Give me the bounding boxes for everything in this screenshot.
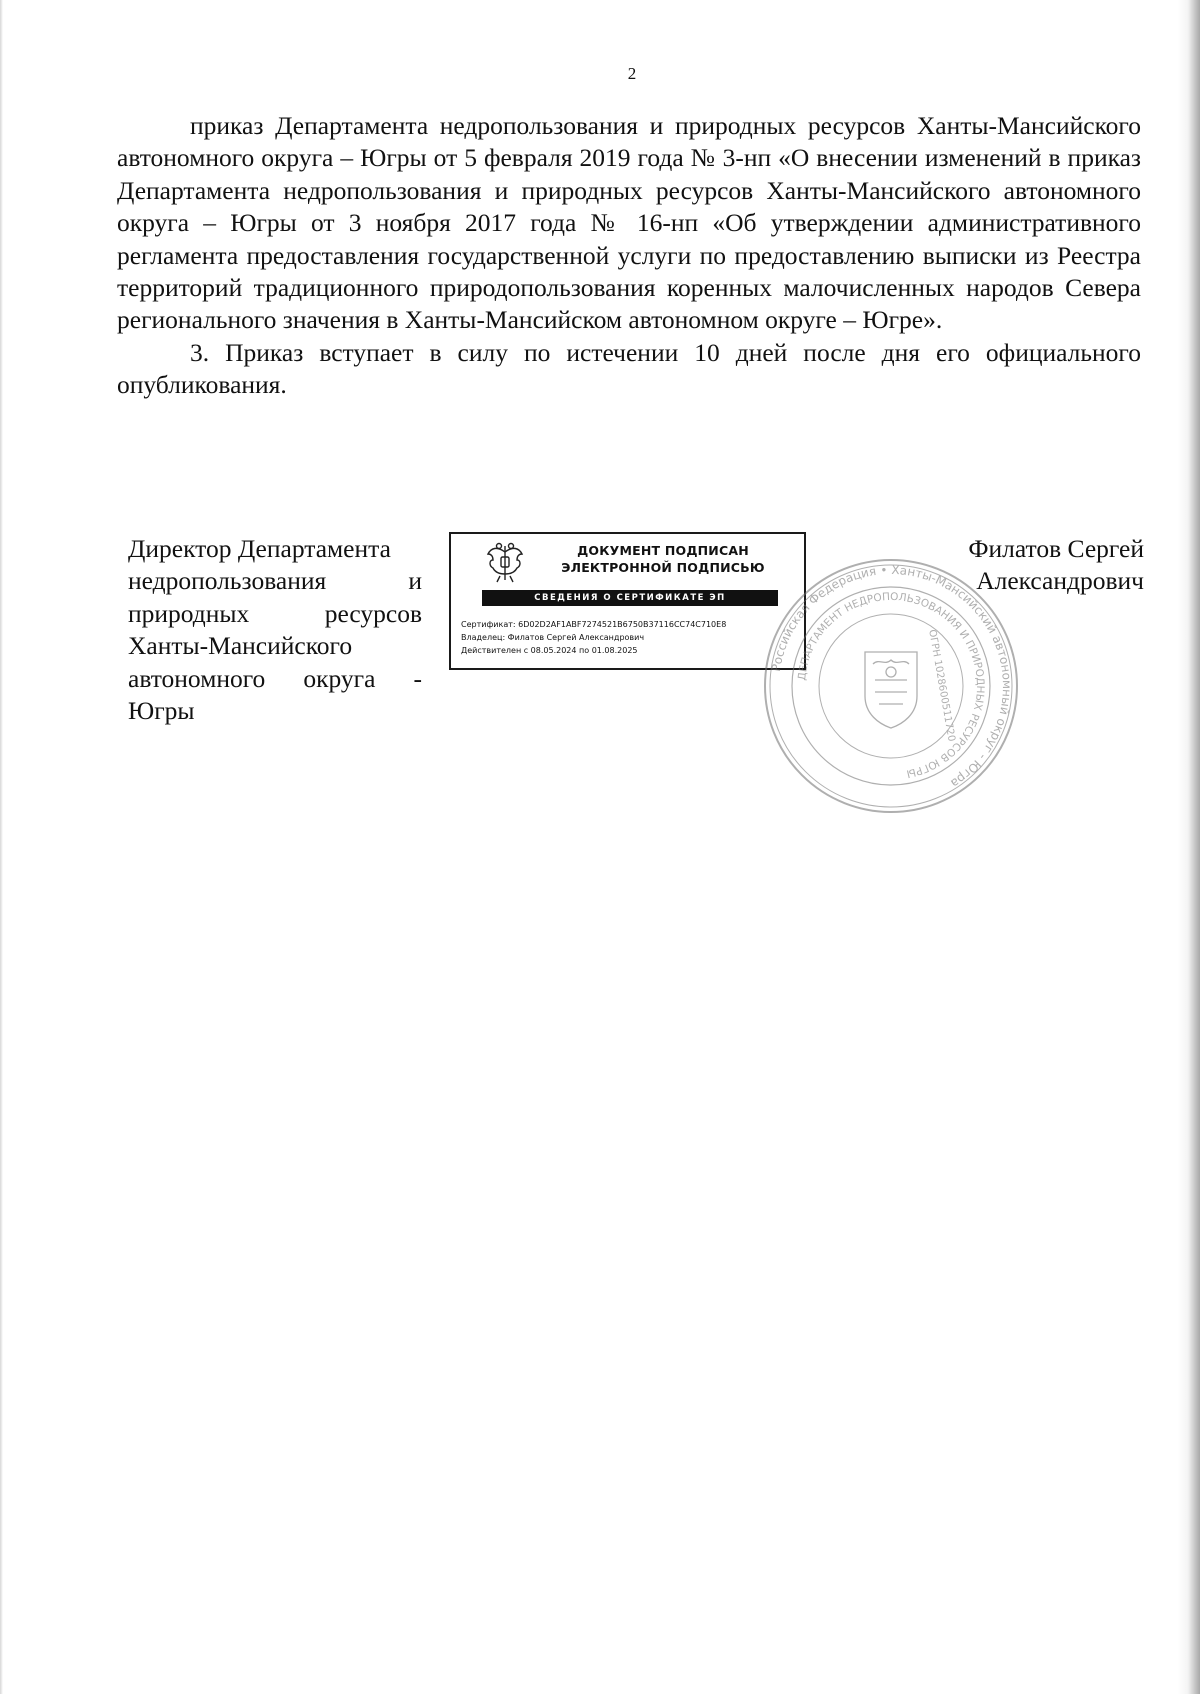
- position-line: природных ресурсов: [128, 598, 422, 628]
- esig-validity: Действителен с 08.05.2024 по 01.08.2025: [461, 646, 638, 655]
- position-line: Директор Департамента: [128, 534, 391, 563]
- paragraph-order-reference: приказ Департамента недропользования и природных ресурсов Ханты-Мансийского автономного округа – Югры от 5 февраля 2019 года № 3-нп «О внесении изменений в приказ Департамента недропользования и природных ресурсов Ханты-Мансийского автономного округа – Югры от 3 ноября 2017 года № 16-нп «Об утверждении административного регламента предоставления государственной услуги по предоставлению выписки из Реестра территорий традиционного природопользования коренных малочисленных народов Севера регионального значения в Ханты-Мансийском автономном округе – Югре».: [117, 111, 1141, 335]
- paragraph-effective-date: 3. Приказ вступает в силу по истечении 10 дней после дня его официального опубликования.: [117, 337, 1141, 400]
- position-line: Ханты-Мансийского: [128, 631, 353, 661]
- position-line: недропользования и: [128, 566, 422, 596]
- seal-emblem-icon: [865, 652, 917, 728]
- page-number: 2: [627, 64, 637, 83]
- esig-certificate-bar: СВЕДЕНИЯ О СЕРТИФИКАТЕ ЭП: [482, 590, 778, 606]
- esig-title-line: ДОКУМЕНТ ПОДПИСАН: [577, 543, 749, 558]
- electronic-signature-block: [449, 532, 806, 670]
- esig-owner: Владелец: Филатов Сергей Александрович: [461, 633, 645, 642]
- esig-certificate: Сертификат: 6D02D2AF1ABF7274521B6750B37116CC74C710E8: [461, 620, 727, 629]
- signatory-position: [128, 533, 422, 727]
- document-body: [117, 110, 1141, 402]
- esig-title-line: ЭЛЕКТРОННОЙ ПОДПИСЬЮ: [561, 560, 765, 575]
- name-line: Филатов Сергей: [968, 534, 1144, 563]
- scan-right-edge: [1178, 0, 1200, 1694]
- seal-inner-text: ДЕПАРТАМЕНТ НЕДРОПОЛЬЗОВАНИЯ И ПРИРОДНЫХ РЕСУРСОВ ЮГРЫ: [796, 590, 987, 780]
- seal-ogrn: ОГРН 1028600511720: [926, 628, 957, 743]
- signatory-name: [904, 533, 1144, 598]
- name-line: Александрович: [976, 566, 1144, 596]
- esig-details: [461, 618, 801, 657]
- scan-left-edge: [0, 0, 3, 1694]
- seal-outer-text: Российская Федерация • Ханты-Мансийский автономный округ - Югра: [768, 562, 1015, 791]
- position-line: Югры: [128, 696, 195, 726]
- esig-title: [547, 542, 779, 576]
- position-line: автономного округа -: [128, 663, 422, 693]
- coat-of-arms-icon: [485, 540, 525, 584]
